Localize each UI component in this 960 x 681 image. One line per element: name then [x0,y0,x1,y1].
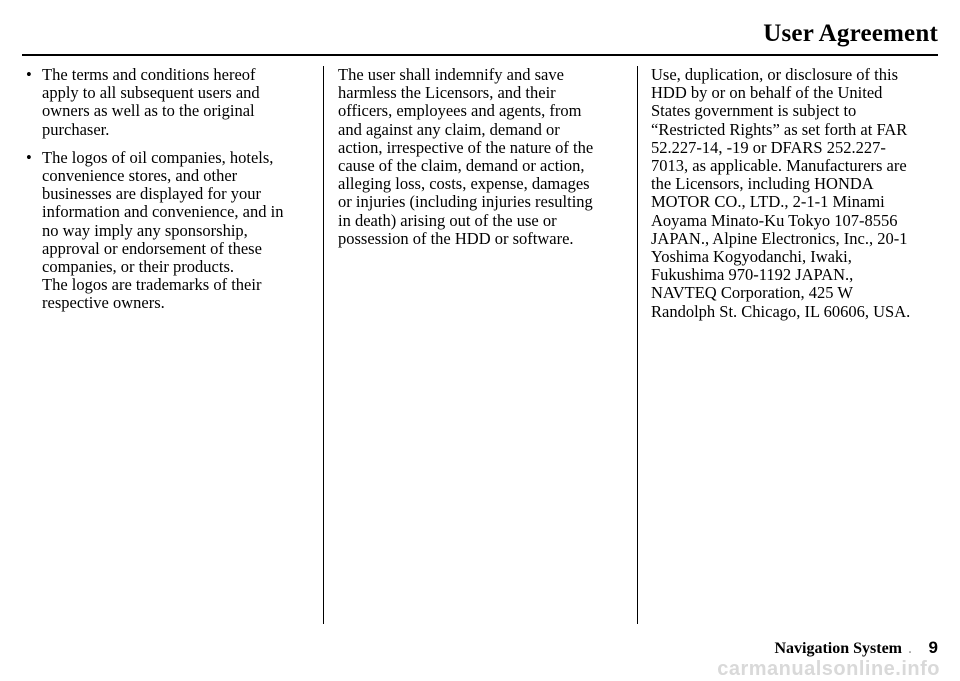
text-line: approval or endorsement of these [42,238,262,258]
page-title: User Agreement [763,20,938,47]
text-line: action, irrespective of the nature of the [338,137,594,157]
text-line: Fukushima 970-1192 JAPAN., [651,265,854,285]
text-line: in death) arising out of the use or [338,210,557,230]
text-line: Aoyama Minato-Ku Tokyo 107-8556 [651,210,898,230]
text-line: States government is subject to [651,101,857,121]
right-column [651,66,941,321]
text-line: 7013, as applicable. Manufacturers are [651,156,907,176]
column-divider [637,66,638,624]
title-rule [22,54,938,56]
text-line: The terms and conditions hereof [42,65,256,84]
footer-separator: . [908,640,912,657]
text-line: convenience stores, and other [42,166,238,186]
bullet-icon: • [26,147,32,167]
text-line: Use, duplication, or disclosure of this [651,65,899,84]
page-number: 9 [928,638,938,657]
text-line: The logos are trademarks of their [42,275,262,295]
text-line: 52.227-14, -19 or DFARS 252.227- [651,137,886,157]
text-line: apply to all subsequent users and [42,83,260,103]
text-line: officers, employees and agents, from [338,101,582,121]
middle-column [338,66,624,248]
text-line: HDD by or on behalf of the United [651,83,883,103]
text-line: possession of the HDD or software. [338,228,574,248]
text-line: cause of the claim, demand or action, [338,156,585,176]
text-line: purchaser. [42,119,110,139]
text-line: MOTOR CO., LTD., 2-1-1 Minami [651,192,885,212]
watermark-logo: carmanualsonline.info [717,658,940,680]
text-line: information and convenience, and in [42,202,284,222]
text-line: “Restricted Rights” as set forth at FAR [651,119,908,139]
text-line: companies, or their products. [42,257,234,277]
text-line: businesses are displayed for your [42,184,262,204]
bullet-icon: • [26,65,32,84]
text-line: harmless the Licensors, and their [338,83,556,103]
text-line: the Licensors, including HONDA [651,174,874,194]
column-divider [323,66,324,624]
text-line: and against any claim, demand or [338,119,560,139]
text-line: Yoshima Kogyodanchi, Iwaki, [651,247,852,267]
text-line: The user shall indemnify and save [338,65,564,84]
text-line: no way imply any sponsorship, [42,220,248,240]
bullet-list [24,66,314,313]
text-line: JAPAN., Alpine Electronics, Inc., 20-1 [651,228,908,248]
bullet-item [24,66,314,139]
text-line: respective owners. [42,293,165,313]
text-line: Randolph St. Chicago, IL 60606, USA. [651,301,911,321]
text-line: alleging loss, costs, expense, damages [338,174,590,194]
footer-section-label: Navigation System [774,640,902,657]
bullet-item [24,149,314,313]
text-line: NAVTEQ Corporation, 425 W [651,283,853,303]
text-line: The logos of oil companies, hotels, [42,147,274,167]
text-line: or injuries (including injuries resulting [338,192,593,212]
left-column [24,66,314,323]
text-line: owners as well as to the original [42,101,255,121]
